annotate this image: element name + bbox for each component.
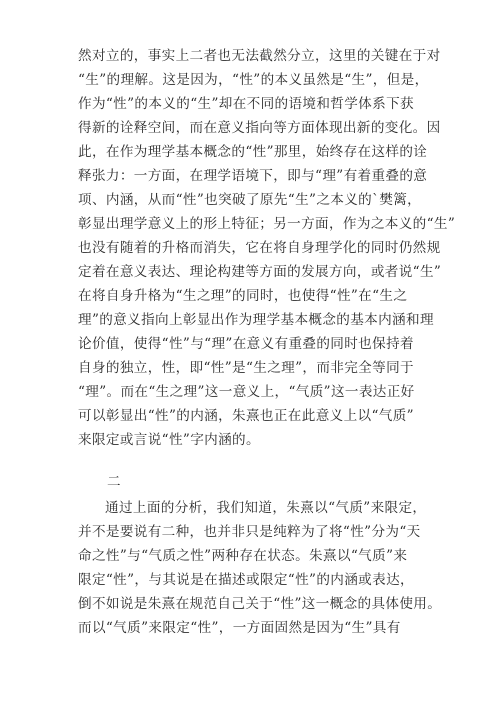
section-number: 二 — [107, 474, 121, 490]
text-line: “生”的理解。这是因为，“性”的本义虽然是“生”，但是， — [78, 72, 429, 88]
text-line: 论价值，使得“性”与“理”在意义有重叠的同时也保持着 — [78, 336, 414, 352]
paragraph — [78, 496, 442, 640]
text-line: 自身的独立，性，即“性”是“生之理”，而非完全等同于 — [78, 360, 414, 376]
paragraph-continued — [78, 44, 456, 452]
text-line: 定着在意义表达、理论构建等方面的发展方向，或者说“生” — [78, 264, 442, 280]
text-line: 来限定或言说“性”字内涵的。 — [78, 432, 260, 448]
text-line: 并不是要说有二种，也并非只是纯粹为了将“性”分为“天 — [78, 524, 421, 540]
text-line: 命之性”与“气质之性”两种存在状态。朱熹以“气质”来 — [78, 548, 408, 564]
text-line: 项、内涵，从而“性”也突破了原先“生”之本义的`樊篱， — [78, 192, 422, 208]
text-line: 作为“性”的本义的“生”却在不同的语境和哲学体系下获 — [78, 96, 414, 112]
text-line: 在将自身升格为“生之理”的同时，也使得“性”在“生之 — [78, 288, 408, 304]
text-line: 可以彰显出“性”的内涵，朱熹也正在此意义上以“气质” — [78, 408, 414, 424]
text-line: 得新的诠释空间，而在意义指向等方面体现出新的变化。因 — [78, 120, 441, 136]
text-line: 限定“性”，与其说是在描述或限定“性”的内涵或表达， — [78, 572, 414, 588]
text-line: 释张力：一方面，在理学语境下，即与“理”有着重叠的意 — [78, 168, 428, 184]
text-line: 此，在作为理学基本概念的“性”那里，始终存在这样的诠 — [78, 144, 428, 160]
text-line: “理”。而在“生之理”这一意义上，“气质”这一表达正好 — [78, 384, 415, 400]
text-line: 也没有随着的升格而消失，它在将自身理学化的同时仍然规 — [78, 240, 441, 256]
text-line: 通过上面的分析，我们知道，朱熹以“气质”来限定， — [105, 500, 427, 516]
text-line: 理”的意义指向上彰显出作为理学基本概念的基本内涵和理 — [78, 312, 434, 328]
text-line: 然对立的，事实上二者也无法截然分立，这里的关键在于对 — [78, 48, 441, 64]
text-line: 而以“气质”来限定“性”，一方面固然是因为“生”具有 — [78, 620, 401, 636]
text-line: 彰显出理学意义上的形上特征；另一方面，作为之本义的“生” — [78, 216, 456, 232]
text-line: 倒不如说是朱熹在规范自己关于“性”这一概念的具体使用。 — [78, 596, 442, 612]
